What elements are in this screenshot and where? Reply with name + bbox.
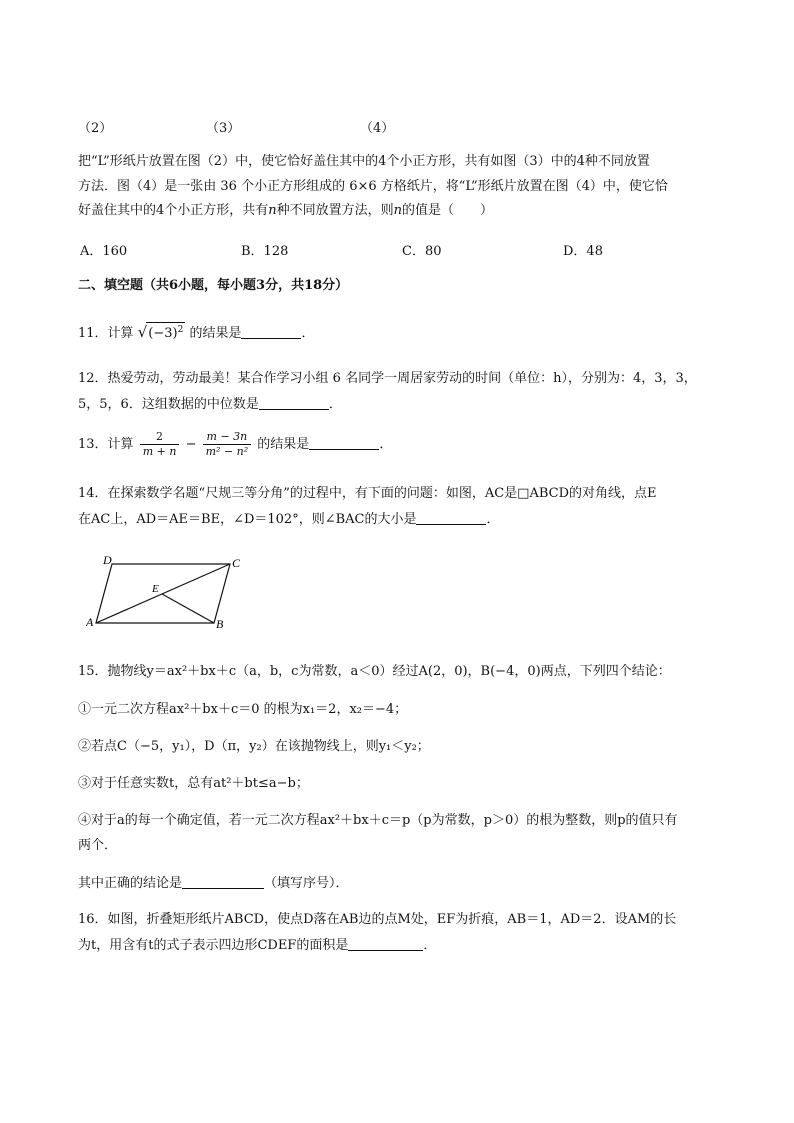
q16-line1: 16．如图，折叠矩形纸片ABCD，使点D落在AB边的点M处，EF为折痕，AB＝1，AD＝2．设AM的长 [78, 912, 677, 927]
label-e: E [152, 583, 159, 595]
q10-option-b: B．128 [241, 244, 289, 259]
q15-answer-blank[interactable] [182, 875, 264, 889]
q15-statement-2: ②若点C（−5，y₁），D（π，y₂）在该抛物线上，则y₁＜y₂； [78, 739, 430, 754]
q11: 11．计算 $√(-3)^2$ 的结果是 ． [78, 323, 315, 341]
figure-label-2: （2） [78, 121, 113, 136]
parallelogram-figure [86, 550, 256, 635]
q12-line1: 12．热爱劳动，劳动最美！某合作学习小组 6 名同学一周居家劳动的时间（单位：h），分别为：4，3，3， [78, 371, 697, 386]
q13-fraction-2: $\frac{m - 3n}{\text{m² − n²}}$ [203, 430, 252, 459]
label-c: C [232, 556, 241, 570]
q10-option-c: C．80 [402, 244, 442, 259]
q15-statement-1: ①一元二次方程ax²＋bx＋c＝0 的根为x₁＝2，x₂＝−4； [78, 702, 408, 717]
q10-option-a: A．160 [80, 244, 128, 259]
q14-line1: 14．在探索数学名题“尺规三等分角”的过程中，有下面的问题：如图，AC是□ABCD的对角线，点E [78, 486, 657, 501]
radical-sign-icon: √ [137, 323, 148, 341]
figure-label-4: （4） [360, 121, 395, 136]
q12-line2: 5，5，6．这组数据的中位数是 ． [78, 397, 342, 412]
q16-line2: 为t，用含有t的式子表示四边形CDEF的面积是 ． [78, 938, 437, 953]
q15-statement-3: ③对于任意实数t，总有at²＋bt≤a−b； [78, 776, 309, 791]
q16-answer-blank[interactable] [348, 937, 423, 951]
q10-option-d: D．48 [563, 244, 603, 259]
section-heading: 二、填空题（共6小题，每小题3分，共18分） [78, 278, 349, 293]
diagonal-ac [96, 564, 230, 623]
label-b: B [216, 617, 224, 631]
q13: 13．计算 $\frac{2}{m + n}$ − $\frac{m - 3n}{\text{m² − n²}}$ 的结果是 ． [78, 430, 393, 458]
label-a: A [86, 615, 94, 629]
q15-conclusion: 其中正确的结论是 （填写序号）． [78, 876, 349, 891]
segment-be [162, 594, 214, 623]
q14-line2: 在AC上，AD＝AE＝BE，∠D＝102°，则∠BAC的大小是 ． [78, 512, 500, 527]
q10-line3: 好盖住其中的4个小正方形，共有n种不同放置方法，则n的值是（ ） [78, 203, 494, 218]
q12-answer-blank[interactable] [259, 396, 329, 410]
q15-statement-4-line2: 两个． [78, 838, 118, 853]
q13-answer-blank[interactable] [309, 436, 379, 450]
q11-answer-blank[interactable] [241, 325, 301, 339]
label-d: D [103, 553, 112, 567]
q15-line1: 15．抛物线y＝ax²＋bx＋c（a，b，c为常数，a＜0）经过A(2，0)，B(−4，0)两点，下列四个结论： [78, 664, 671, 679]
q10-line2: 方法．图（4）是一张由 36 个小正方形组成的 6×6 方格纸片，将“L”形纸片放置在图（4）中，使它恰 [78, 179, 668, 194]
q14-answer-blank[interactable] [416, 511, 486, 525]
q10-line1: 把“L”形纸片放置在图（2）中，使它恰好盖住其中的4个小正方形，共有如图（3）中的4种不同放置 [78, 154, 650, 169]
q13-fraction-1: $\frac{2}{m + n}$ [140, 430, 180, 459]
q15-statement-4-line1: ④对于a的每一个确定值，若一元二次方程ax²＋bx＋c＝p（p为常数，p＞0）的根为整数，则p的值只有 [78, 813, 678, 828]
figure-label-3: （3） [206, 121, 241, 136]
